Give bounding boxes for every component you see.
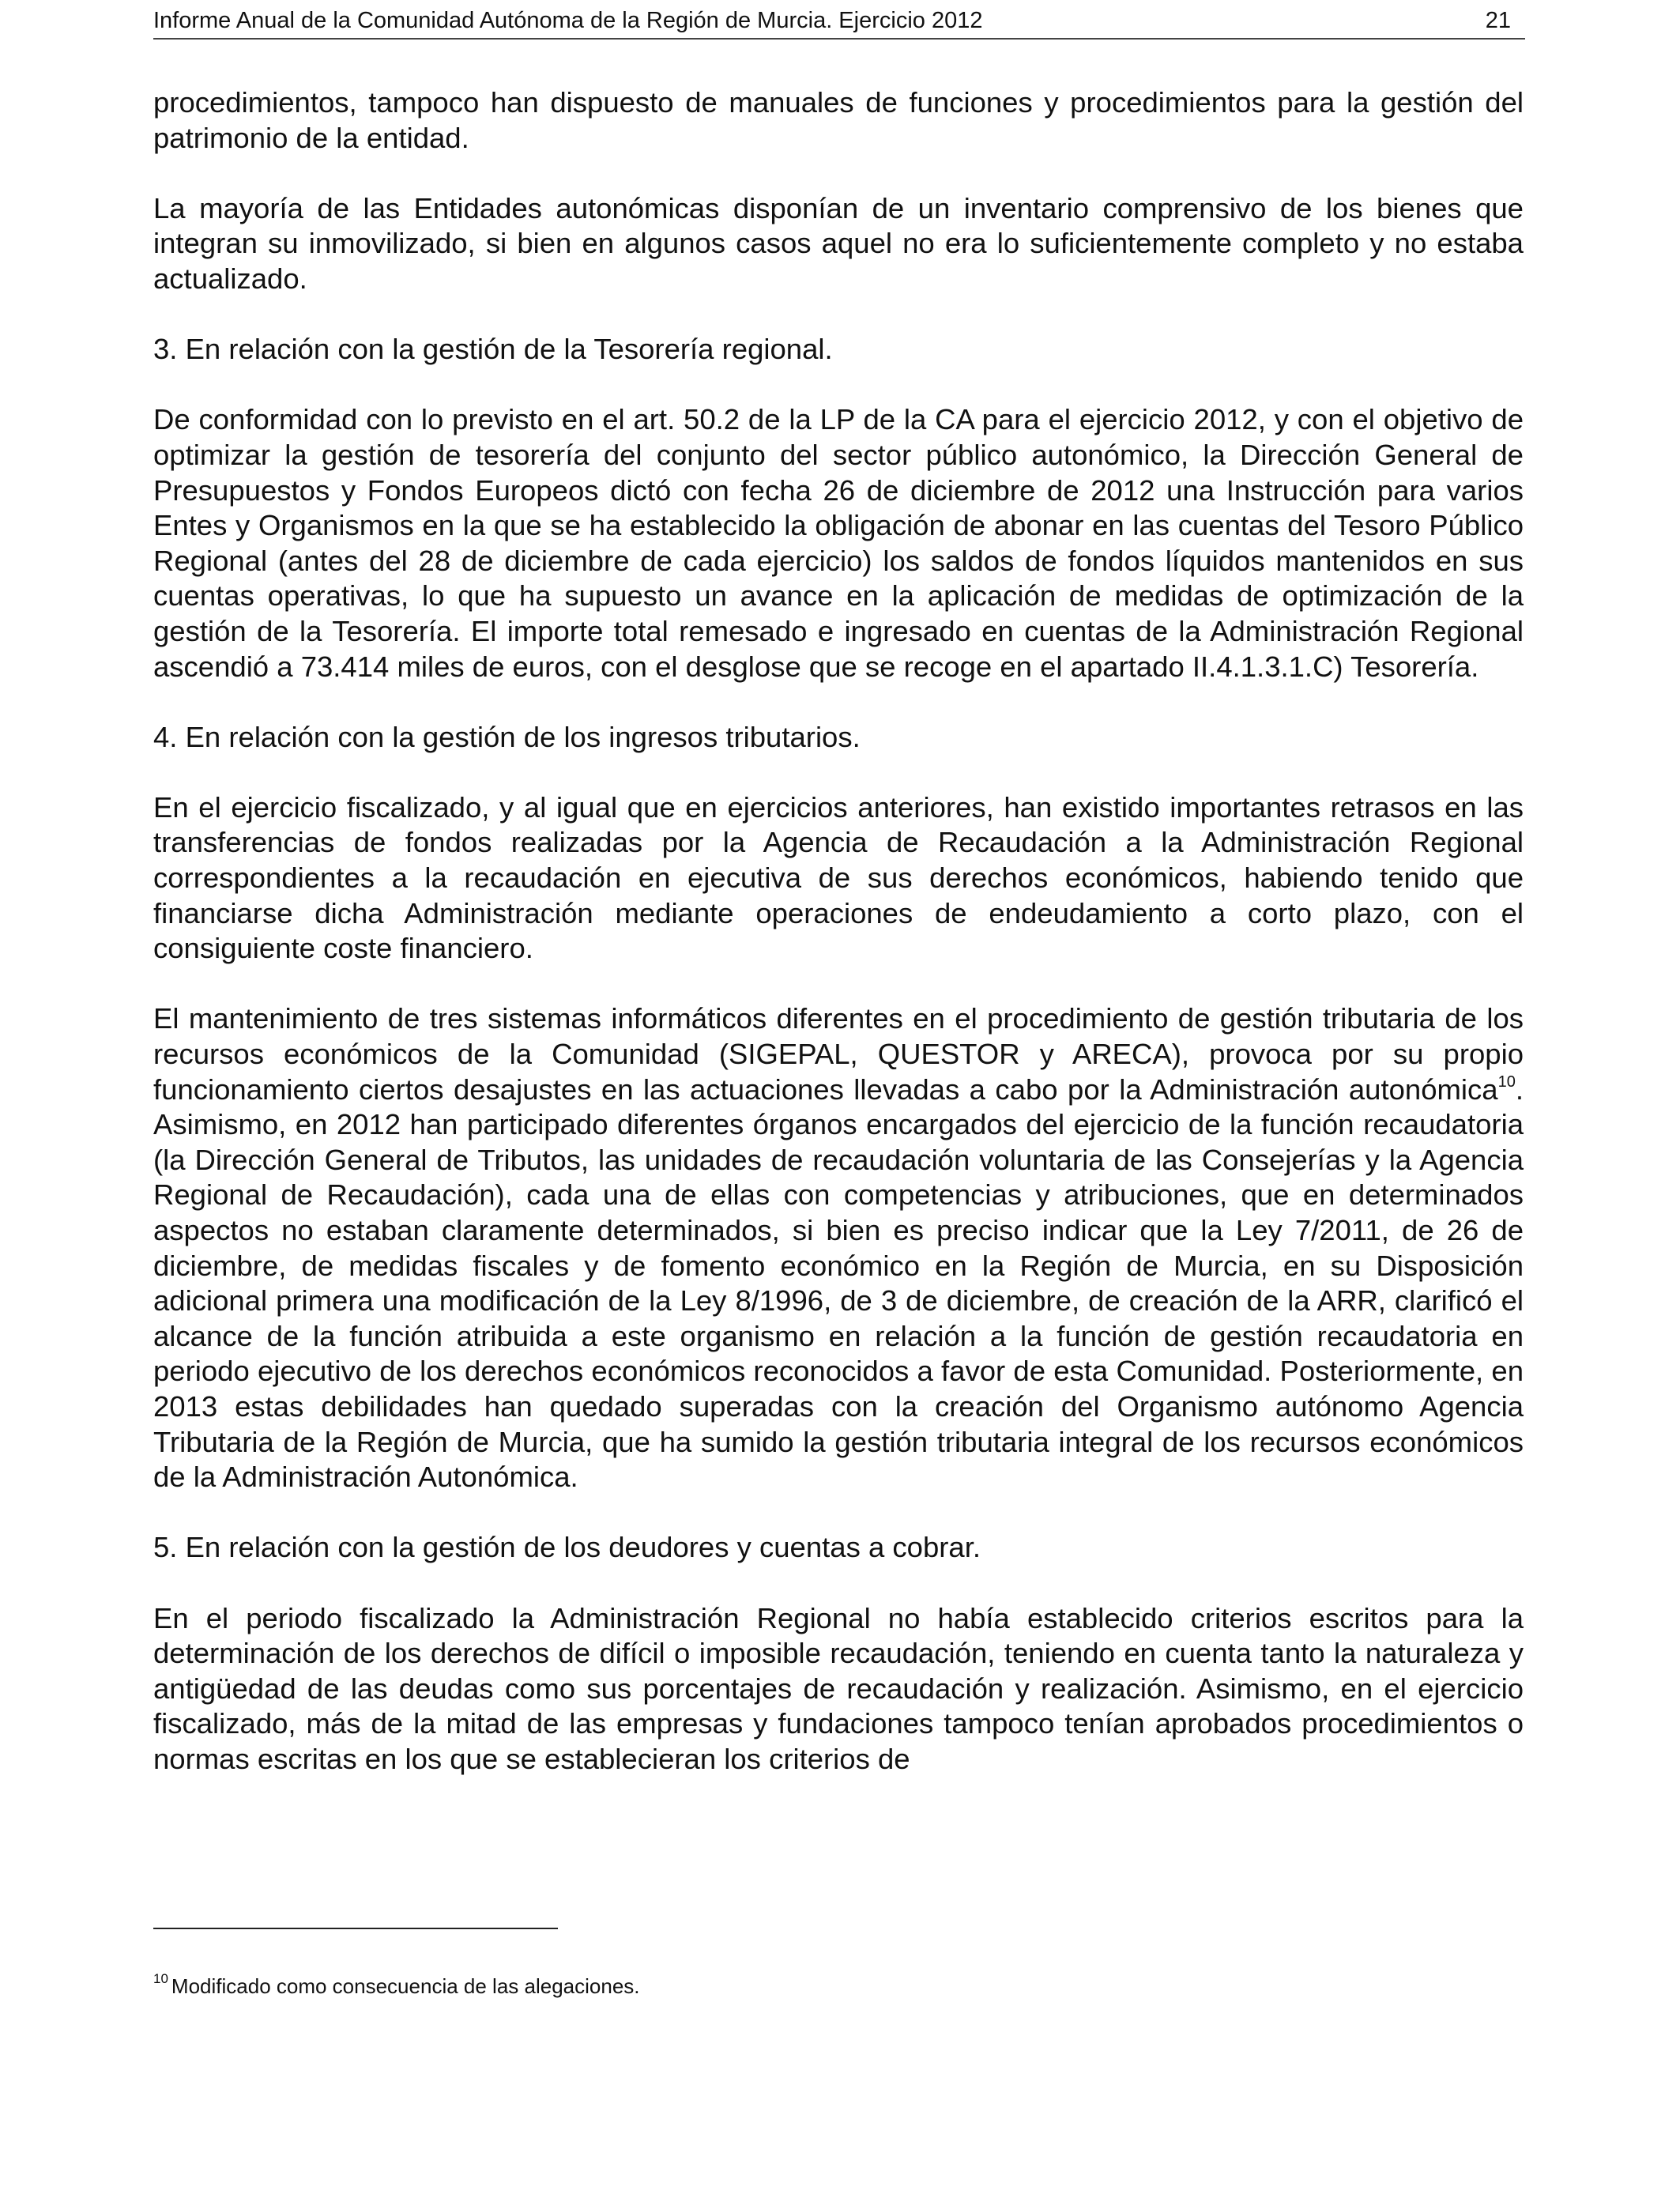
footnote-number: 10 <box>153 1971 168 1986</box>
paragraph-sistemas-text-end: . Asimismo, en 2012 han participado diferentes órganos encargados del ejercicio de la función recaudatoria (la Dirección General de Tributos, las unidades de recaudación voluntaria de las Consejerías y la Agencia Regional de Recaudación), cada una de ellas con competencias y atribuciones, que en determinados aspectos no estaban claramente determinados, si bien es preciso indicar que la Ley 7/2011, de 26 de diciembre, de medidas fiscales y de fomento económico en la Región de Murcia, en su Disposición adicional primera una modificación de la Ley 8/1996, de 3 de diciembre, de creación de la ARR, clarificó el alcance de la función atribuida a este organismo en relación a la función de gestión recaudatoria en periodo ejecutivo de los derechos económicos reconocidos a favor de esta Comunidad. Posteriormente, en 2013 estas debilidades han quedado superadas con la creación del Organismo autónomo Agencia Tributaria de la Región de Murcia, que ha sumido la gestión tributaria integral de los recursos económicos de la Administración Autonómica. <box>153 1072 1524 1494</box>
footnote-text: Modificado como consecuencia de las alegaciones. <box>171 1974 640 1998</box>
page-header <box>153 3 1525 40</box>
paragraph-sistemas-informaticos <box>153 1001 1524 1495</box>
paragraph-retrasos-transferencias: En el ejercicio fiscalizado, y al igual que en ejercicios anteriores, han existido importantes retrasos en las transferencias de fondos realizadas por la Agencia de Recaudación a la Administración Regional correspondientes a la recaudación en ejecutiva de sus derechos económicos, habiendo tenido que financiarse dicha Administración mediante operaciones de endeudamiento a corto plazo, con el consiguiente coste financiero. <box>153 790 1524 965</box>
paragraph-criterios-recaudacion: En el periodo fiscalizado la Administración Regional no había establecido criterios escritos para la determinación de los derechos de difícil o imposible recaudación, teniendo en cuenta tanto la naturaleza y antigüedad de las deudas como sus porcentajes de recaudación y realización. Asimismo, en el ejercicio fiscalizado, más de la mitad de las empresas y fundaciones tampoco tenían aprobados procedimientos o normas escritas en los que se establecieran los criterios de <box>153 1601 1524 1775</box>
footnote-divider <box>153 1928 558 1929</box>
section-heading-ingresos-tributarios: 4. En relación con la gestión de los ingresos tributarios. <box>153 720 861 753</box>
footnote <box>153 1973 640 1999</box>
section-heading-deudores: 5. En relación con la gestión de los deudores y cuentas a cobrar. <box>153 1531 981 1564</box>
paragraph-tesoreria: De conformidad con lo previsto en el art. 50.2 de la LP de la CA para el ejercicio 2012, y con el objetivo de optimizar la gestión de tesorería del conjunto del sector público autonómico, la Dirección General de Presupuestos y Fondos Europeos dictó con fecha 26 de diciembre de 2012 una Instrucción para varios Entes y Organismos en la que se ha establecido la obligación de abonar en las cuentas del Tesoro Público Regional (antes del 28 de diciembre de cada ejercicio) los saldos de fondos líquidos mantenidos en sus cuentas operativas, lo que ha supuesto un avance en la aplicación de medidas de optimización de la gestión de la Tesorería. El importe total remesado e ingresado en cuentas de la Administración Regional ascendió a 73.414 miles de euros, con el desglose que se recoge en el apartado II.4.1.3.1.C) Tesorería. <box>153 403 1524 683</box>
document-body <box>153 85 1524 1777</box>
header-title: Informe Anual de la Comunidad Autónoma de la Región de Murcia. Ejercicio 2012 <box>153 8 983 33</box>
page-number: 21 <box>1485 8 1511 33</box>
paragraph-inventario: La mayoría de las Entidades autonómicas disponían de un inventario comprensivo de los bienes que integran su inmovilizado, si bien en algunos casos aquel no era lo suficientemente completo y no estaba actualizado. <box>153 191 1524 295</box>
section-heading-tesoreria: 3. En relación con la gestión de la Tesorería regional. <box>153 333 833 366</box>
footnote-reference[interactable]: 10 <box>1497 1072 1516 1091</box>
paragraph-sistemas-text-start: El mantenimiento de tres sistemas informáticos diferentes en el procedimiento de gestión tributaria de los recursos económicos de la Comunidad (SIGEPAL, QUESTOR y ARECA), provoca por su propio funcionamiento ciertos desajustes en las actuaciones llevadas a cabo por la Administración autonómica <box>153 1002 1524 1106</box>
paragraph-patrimonio: procedimientos, tampoco han dispuesto de manuales de funciones y procedimientos para la gestión del patrimonio de la entidad. <box>153 86 1524 154</box>
